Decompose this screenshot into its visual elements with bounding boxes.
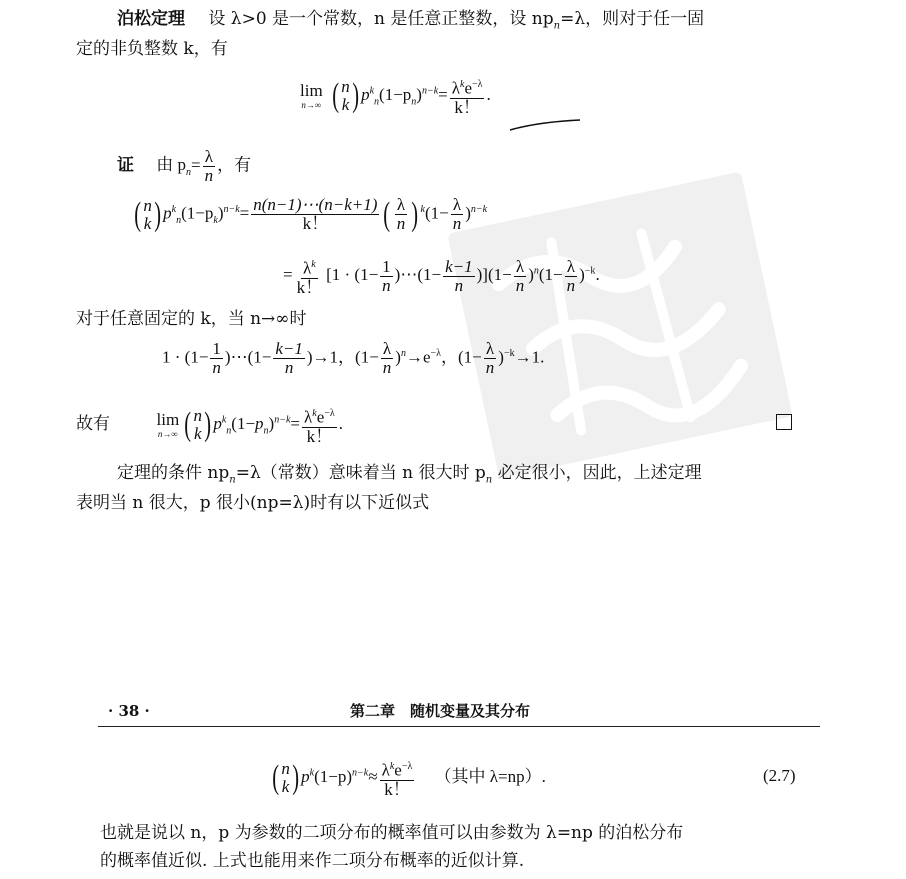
theorem-line-1: 泊松定理 设 λ>0 是一个常数，n 是任意正整数，设 $np_n=\lambda$，则对于任一固 (117, 9, 705, 32)
theorem-line-2: 定的非负整数 k，有 (76, 39, 228, 59)
proof-for-fixed-k: 对于任意固定的 k，当 n→∞时 (76, 309, 307, 329)
therefore-label: 故有 (76, 414, 110, 434)
remark-line-1: 定理的条件 $np_n=\lambda$（常数）意味着当 n 很大时 $p_n$ 必定很小，因此，上述定理 (117, 463, 702, 486)
watermark-stamp (447, 172, 792, 479)
proof-equation-line-1: ( n k ) $p^k_n(1-p_k)^{n-k}=$ $\frac{n(n-1)\cdots(n-k+1)}{k!}$ ( $\frac{\lambda}{n}$ ) $^k$(1− $\frac{\lambda}{n}$ )$^{n-k}$ (134, 195, 488, 233)
closing-line-1: 也就是说以 n，p 为参数的二项分布的概率值可以由参数为 λ=np 的泊松分布 (100, 823, 684, 843)
remark-line-2: 表明当 n 很大，p 很小(np=λ)时有以下近似式 (76, 493, 430, 513)
proof-equation-line-2: = $\frac{\lambda^k}{k!}$ [1 · (1− $\frac{1}{n}$ )⋯(1− $\frac{k-1}{n}$ )](1− $\frac{\lambda}{n}$ )$^n$(1− $\frac{\lambda}{n}$ )$^{-k}$. (283, 256, 600, 297)
qed-square-icon (776, 414, 792, 430)
theorem-title: 泊松定理 (117, 9, 185, 29)
proof-limits-line: 1 · (1− $\frac{1}{n}$ )⋯(1− $\frac{k-1}{n}$ )→1，(1− $\frac{\lambda}{n}$ )$^n\to e^{-\lambda}$，(1− $\frac{\lambda}{n}$ )$^{-k}$→1. (162, 339, 545, 377)
footer-rule (98, 726, 820, 727)
watermark-icon (447, 172, 792, 479)
proof-label: 证 (117, 155, 134, 175)
formula-2-7: ( n k ) $p^k(1-p)^{n-k}\approx$ $\frac{\lambda^ke^{-\lambda}}{k!}$ （其中 λ=np）. (272, 759, 546, 799)
equation-label: (2.7) (763, 766, 796, 785)
theorem-statement: 设 λ>0 是一个常数，n 是任意正整数，设 np (208, 9, 554, 29)
closing-line-2: 的概率值近似. 上式也能用来作二项分布概率的近似计算. (100, 851, 525, 871)
proof-conclusion: 故有 lim n→∞ ( n k ) $p^k_n(1-p_n)^{n-k}=$ $\frac{\lambda^ke^{-\lambda}}{k!}$ . (76, 406, 343, 446)
page-number: · 38 · (108, 702, 150, 720)
chapter-title: 第二章 随机变量及其分布 (350, 702, 531, 720)
pen-underline-mark (508, 116, 588, 136)
formula-poisson-limit: lim n→∞ ( n k ) $p^k_n(1-p_n)^{n-k}=$ $\frac{\lambda^ke^{-\lambda}}{k!}$ . (300, 77, 491, 117)
proof-intro: 证 由 $p_n=$ $\frac{\lambda}{n}$ ，有 (117, 147, 252, 185)
theorem-statement-tail: =λ，则对于任一固 (560, 9, 705, 29)
